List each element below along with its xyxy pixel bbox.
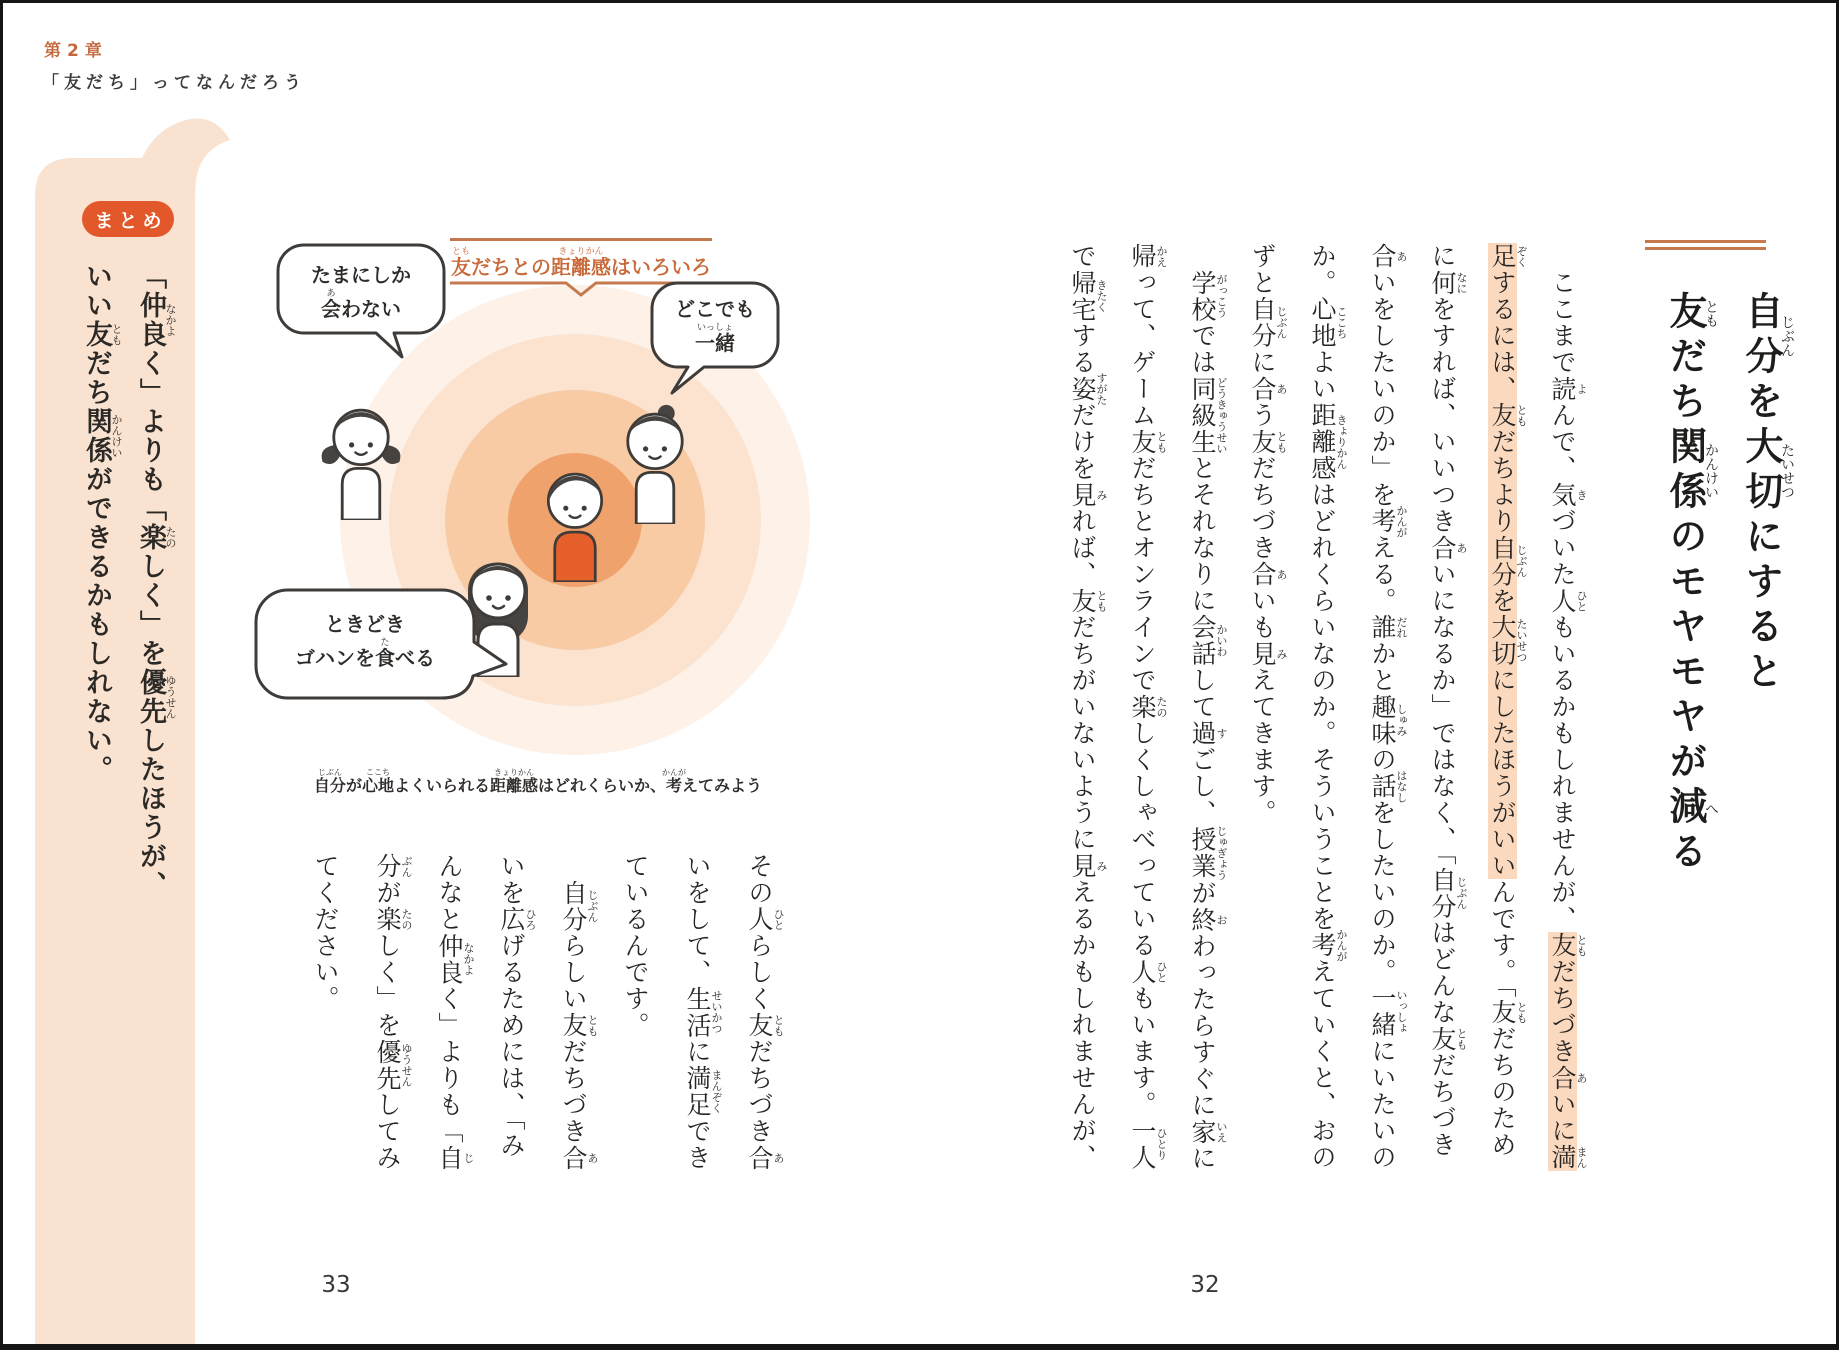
speech-bubble-rarely-meet [276,243,446,365]
text-column: ているんです。 [621,853,650,1039]
page-number-33: 33 [321,1272,351,1298]
page32-body-text [1052,243,1592,1172]
text-column: 分ぶんが楽たのしく」を優先ゆうせんしてみ [373,853,413,1171]
text-column: ずと自分じぶんに合あう友ともだちづき合あいも見みえてきます。 [1248,243,1288,826]
text-column: 学校がっこうでは同級生どうきゅうせいとそれなりに会話かいわして過すごし、授業じゅぎょうが終おわったらすぐに家いえに [1188,269,1228,1172]
boy-bun-figure [608,402,702,524]
text-column: 合あいをしたいのか」を考かんがえる。誰だれかと趣味しゅみの話はなしをしたいのか。一緒いっしょにいたいの [1368,243,1408,1171]
text-column: いを広ひろげるためには、「み [497,853,537,1159]
summary-badge-label: まとめ [94,209,167,232]
chapter-label: 第2章 [44,41,108,61]
speech-bubble-sometimes-eat [254,588,508,700]
girl-pigtails-figure [314,398,408,520]
summary-badge [82,201,174,237]
page32-heading [1647,291,1799,876]
text-column: いい友ともだち関係かんけいができるかもしれない。 [81,262,123,784]
speech-bubble-line: ときどき [325,612,405,636]
speech-bubble-line: ゴハンを食たべる [295,638,435,670]
highlighted-text: 足ぞくするには、友ともだちより自分じぶんを大切たいせつにしたほうがいい [1488,243,1528,879]
text-column: で帰宅きたくする姿すがただけを見みれば、友ともだちがいないように見みえるかもしれませんが、 [1068,243,1108,1171]
text-column: 足ぞくするには、友ともだちより自分じぶんを大切たいせつにしたほうがいいんです。「友ともだちのため [1488,243,1528,1158]
text-column: てください。 [311,853,340,1012]
diagram-title-overline [450,238,712,241]
text-column: に何なにをすれば、いいつき合あいになるか」ではなく、「自分じぶんはどんな友ともだちづき [1428,243,1468,1158]
text-column: いをして、生活せいかつに満足まんぞくでき [683,853,723,1171]
diagram-caption: 自分じぶんが心地ここちよくいられる距離感きょりかんはどれくらいか、考かんがえてみよう [313,768,763,795]
text-column: 「仲良なかよく」よりも「楽たのしく」を優先ゆうせんしたほうが、 [135,262,177,900]
text-column: その人ひとらしく友ともだちづき合あ [745,853,785,1171]
speech-bubble-line: 一緒いっしょ [695,323,735,355]
summary-text [69,262,177,900]
distance-diagram [230,210,830,810]
page-number-32: 32 [1190,1272,1220,1298]
text-column: んなと仲良なかよく」よりも「自じ [435,853,475,1171]
speech-bubble-line: 会あわない [321,289,401,321]
text-column: 自分じぶんらしい友ともだちづき合あ [559,879,599,1171]
text-column: か。心地ここちよい距離感きょりかんはどれくらいなのか。そういうことを考かんがえていくと、おの [1308,243,1348,1171]
speech-bubble-always-together [650,281,780,397]
speech-bubble-line: たまにしか [311,263,411,287]
speech-bubble-line: どこでも [675,297,755,321]
book-title: 「友だち」ってなんだろう [42,73,306,93]
page33-body-text [294,853,790,1171]
highlighted-text: 友ともだちづき合あいに満まん [1548,932,1588,1171]
text-column: 自分じぶんを大切たいせつにすると [1739,291,1795,696]
text-column: 帰かえって、ゲーム友ともだちとオンラインで楽たのしくしゃべっている人ひともいます。一人ひとり [1128,243,1168,1171]
diagram-title: 友ともだちとの距離感きょりかんはいろいろ [451,247,711,279]
text-column: ここまで読よんで、気きづいた人ひともいるかもしれませんが、友ともだちづき合あいに満まん [1548,243,1588,1171]
title-accent-rule [1645,240,1766,254]
text-column: 友ともだち関係かんけいのモヤモヤが減へる [1663,291,1719,876]
